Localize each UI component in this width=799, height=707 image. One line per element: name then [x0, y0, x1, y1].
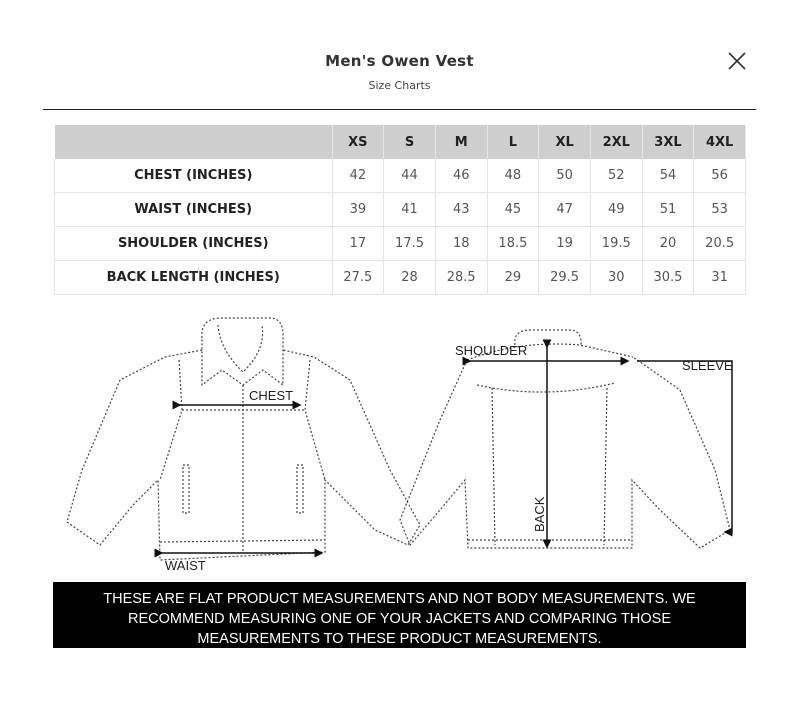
- cell: 19.5: [590, 227, 642, 261]
- waist-label: WAIST: [165, 558, 206, 573]
- column-header: XL: [539, 125, 591, 159]
- column-header: 4XL: [694, 125, 746, 159]
- cell: 56: [694, 159, 746, 193]
- cell: 19: [539, 227, 591, 261]
- cell: 49: [590, 193, 642, 227]
- cell: 52: [590, 159, 642, 193]
- cell: 46: [435, 159, 487, 193]
- header-blank-cell: [55, 125, 333, 159]
- close-button[interactable]: [726, 50, 748, 72]
- table-row: [55, 193, 746, 227]
- column-header: M: [435, 125, 487, 159]
- cell: 45: [487, 193, 539, 227]
- cell: 17: [332, 227, 384, 261]
- measurement-notice-banner: [53, 582, 746, 648]
- cell: 44: [384, 159, 436, 193]
- row-label: CHEST (INCHES): [55, 159, 333, 193]
- cell: 18.5: [487, 227, 539, 261]
- notice-line: RECOMMEND MEASURING ONE OF YOUR JACKETS AND COMPARING THOSE: [127, 611, 671, 627]
- cell: 20: [642, 227, 694, 261]
- cell: 28: [384, 261, 436, 295]
- jacket-measurement-diagram: [60, 305, 750, 575]
- sleeve-label: SLEEVE: [682, 358, 733, 373]
- header-divider: [43, 109, 756, 110]
- table-row: [55, 227, 746, 261]
- cell: 54: [642, 159, 694, 193]
- page-title: Men's Owen Vest: [325, 52, 474, 70]
- cell: 48: [487, 159, 539, 193]
- cell: 30: [590, 261, 642, 295]
- shoulder-label: SHOULDER: [455, 343, 528, 358]
- measurement-lines: [162, 347, 732, 553]
- cell: 41: [384, 193, 436, 227]
- cell: 17.5: [384, 227, 436, 261]
- cell: 29: [487, 261, 539, 295]
- table-row: [55, 261, 746, 295]
- cell: 51: [642, 193, 694, 227]
- cell: 30.5: [642, 261, 694, 295]
- cell: 50: [539, 159, 591, 193]
- cell: 27.5: [332, 261, 384, 295]
- back-label: BACK: [532, 496, 547, 532]
- row-label: BACK LENGTH (INCHES): [55, 261, 333, 295]
- row-label: SHOULDER (INCHES): [55, 227, 333, 261]
- cell: 43: [435, 193, 487, 227]
- row-label: WAIST (INCHES): [55, 193, 333, 227]
- cell: 28.5: [435, 261, 487, 295]
- table-row: [55, 159, 746, 193]
- page-subtitle: Size Charts: [368, 79, 431, 92]
- chest-label: CHEST: [249, 388, 294, 403]
- column-header: S: [384, 125, 436, 159]
- column-header: 3XL: [642, 125, 694, 159]
- column-header: 2XL: [590, 125, 642, 159]
- notice-line: MEASUREMENTS TO THESE PRODUCT MEASUREMENTS.: [197, 631, 602, 647]
- back-jacket-illustration: [400, 330, 730, 548]
- table-header-row: [55, 125, 746, 159]
- cell: 39: [332, 193, 384, 227]
- close-icon: [726, 50, 748, 72]
- notice-line: THESE ARE FLAT PRODUCT MEASUREMENTS AND NOT BODY MEASUREMENTS. WE: [103, 591, 696, 607]
- cell: 53: [694, 193, 746, 227]
- cell: 20.5: [694, 227, 746, 261]
- cell: 47: [539, 193, 591, 227]
- front-jacket-illustration: [67, 318, 420, 560]
- cell: 42: [332, 159, 384, 193]
- column-header: XS: [332, 125, 384, 159]
- cell: 18: [435, 227, 487, 261]
- cell: 31: [694, 261, 746, 295]
- cell: 29.5: [539, 261, 591, 295]
- size-chart-table: [54, 125, 746, 295]
- column-header: L: [487, 125, 539, 159]
